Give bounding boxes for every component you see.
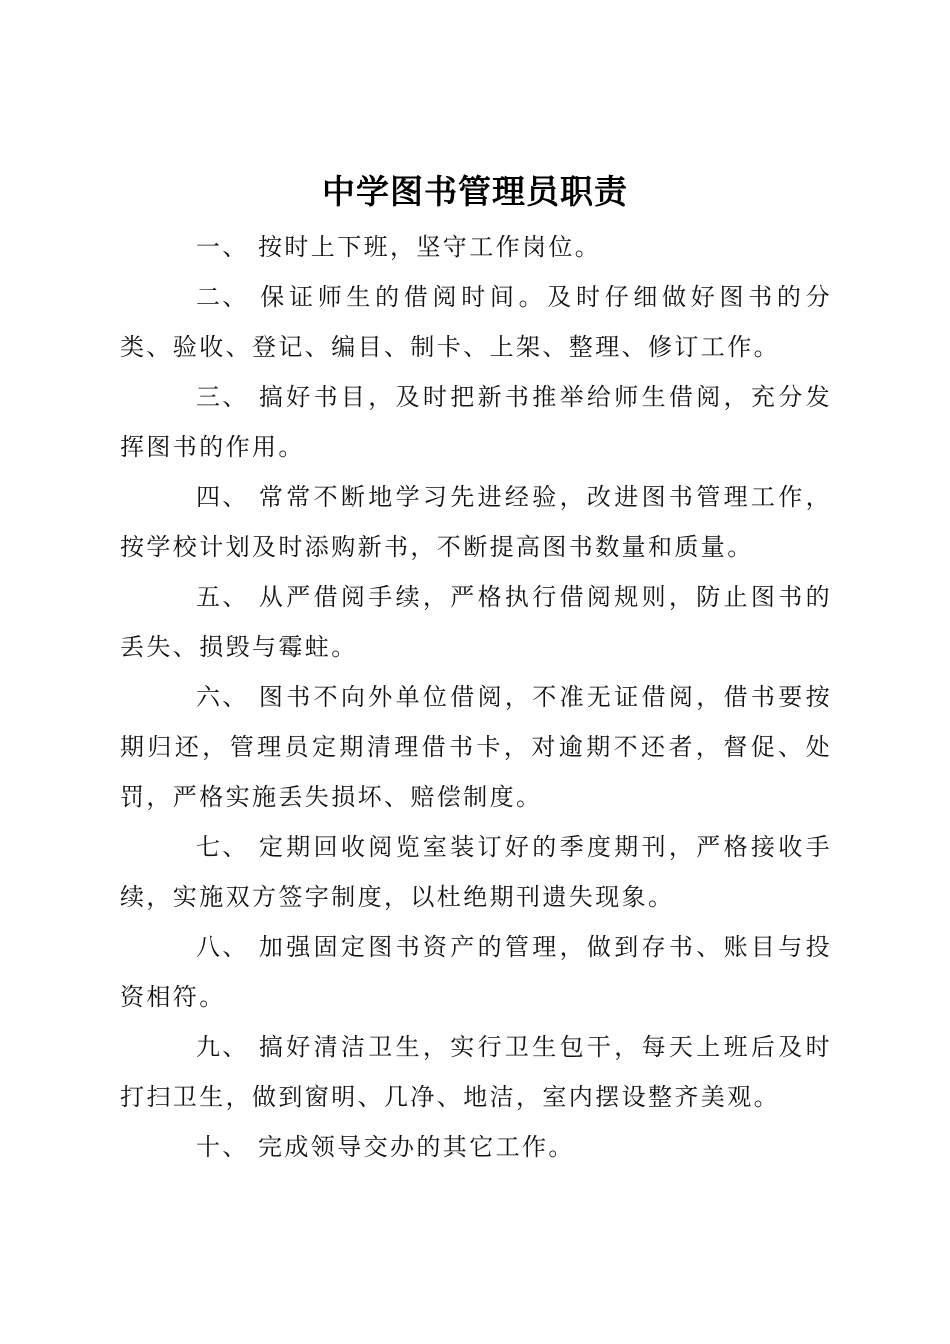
clause-2	[120, 272, 832, 372]
document-title: 中学图书管理员职责	[322, 172, 628, 212]
clause-8	[120, 922, 832, 1022]
clause-text: 定期回收阅览室装订好的季度期刊，严格接收手续，实施双方签字制度，以杜绝期刊遗失现象。	[120, 833, 832, 911]
clause-number: 三、	[196, 383, 249, 411]
clause-text: 从严借阅手续，严格执行借阅规则，防止图书的丢失、损毁与霉蛀。	[120, 583, 832, 661]
clause-3	[120, 372, 832, 472]
clause-1	[120, 222, 832, 272]
clause-5	[120, 572, 832, 672]
clause-number: 四、	[196, 483, 249, 511]
clause-9	[120, 1022, 832, 1122]
clause-text: 加强固定图书资产的管理，做到存书、账目与投资相符。	[120, 933, 832, 1011]
clause-text: 完成领导交办的其它工作。	[258, 1133, 575, 1161]
clause-number: 一、	[196, 233, 249, 261]
clause-text: 按时上下班，坚守工作岗位。	[258, 233, 602, 261]
clause-6	[120, 672, 832, 822]
clause-text: 图书不向外单位借阅，不准无证借阅，借书要按期归还，管理员定期清理借书卡，对逾期不还者，督促、处罚，严格实施丢失损坏、赔偿制度。	[120, 683, 832, 811]
clause-number: 八、	[196, 933, 249, 961]
document-body	[120, 222, 832, 1172]
clause-7	[120, 822, 832, 922]
clause-10	[120, 1122, 832, 1172]
clause-text: 搞好书目，及时把新书推举给师生借阅，充分发挥图书的作用。	[120, 383, 832, 461]
clause-number: 十、	[196, 1133, 249, 1161]
clause-text: 保证师生的借阅时间。及时仔细做好图书的分类、验收、登记、编目、制卡、上架、整理、修订工作。	[120, 283, 832, 361]
clause-number: 六、	[196, 683, 249, 711]
clause-text: 搞好清洁卫生，实行卫生包干，每天上班后及时打扫卫生，做到窗明、几净、地洁，室内摆设整齐美观。	[120, 1033, 832, 1111]
clause-number: 五、	[196, 583, 249, 611]
clause-number: 二、	[196, 283, 249, 311]
clause-number: 七、	[196, 833, 249, 861]
clause-text: 常常不断地学习先进经验，改进图书管理工作，按学校计划及时添购新书，不断提高图书数量和质量。	[120, 483, 832, 561]
clause-number: 九、	[196, 1033, 249, 1061]
clause-4	[120, 472, 832, 572]
